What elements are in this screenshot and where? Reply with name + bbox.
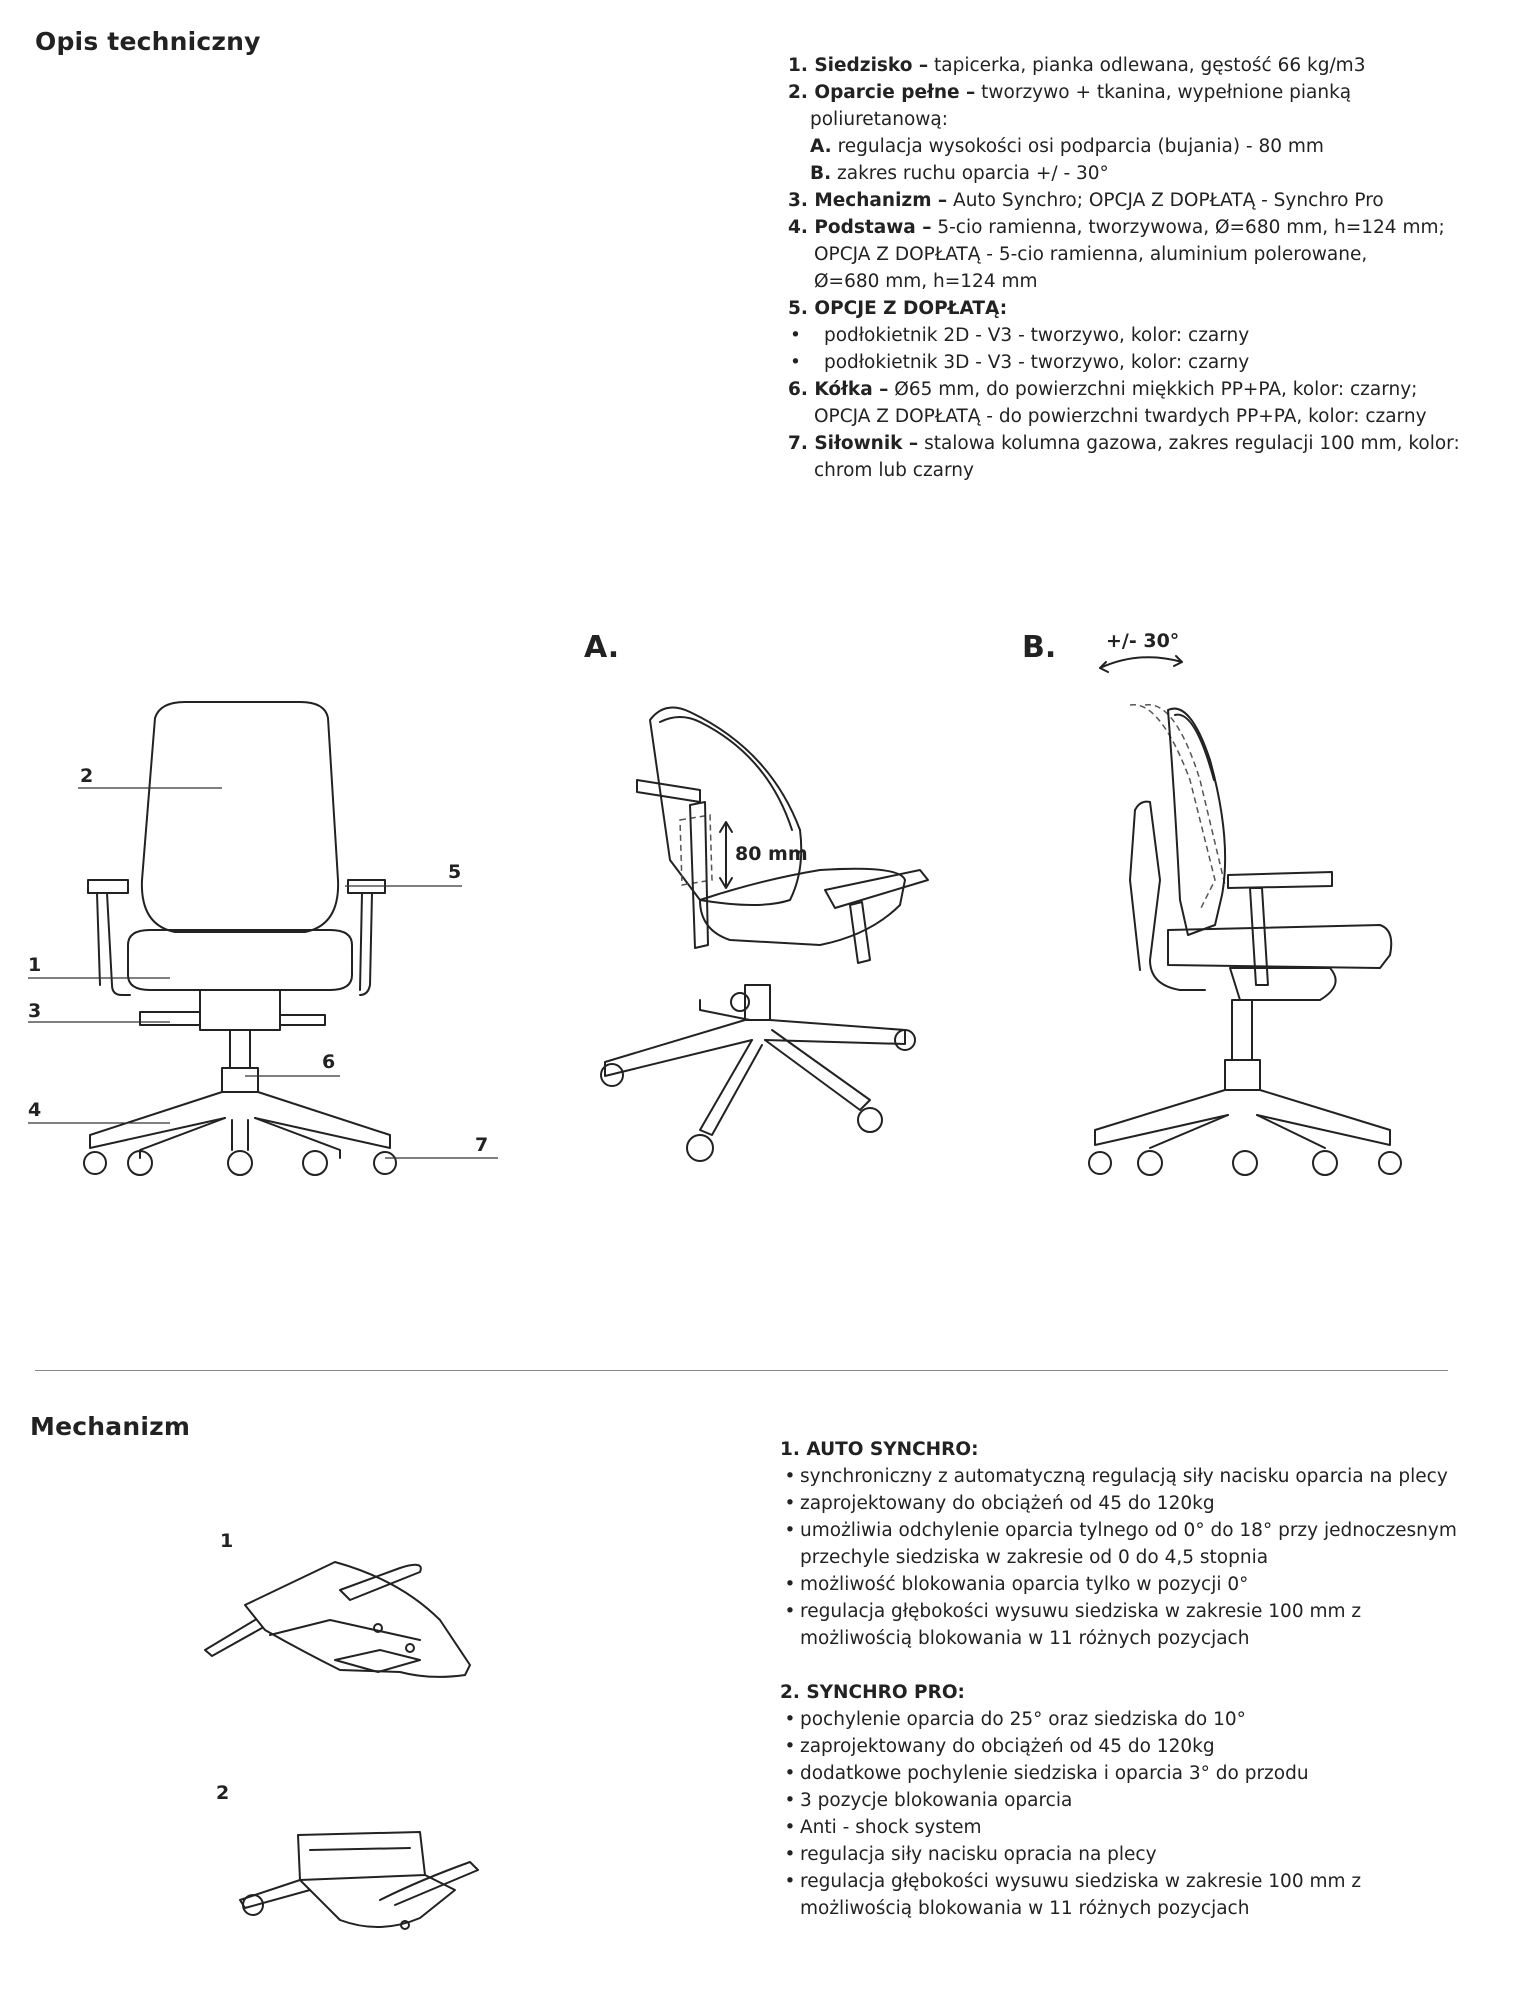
section-divider <box>35 1370 1448 1371</box>
spec-item-continuation: poliuretanową: <box>810 109 948 130</box>
mechanism-spec-list <box>780 1436 1480 1922</box>
spec-subitem: A. regulacja wysokości osi podparcia (bujania) - 80 mm <box>810 136 1324 157</box>
mechanism-bullet-continuation: przechyle siedziska w zakresie od 0 do 4,5 stopnia <box>800 1547 1269 1568</box>
view-label-a: A. <box>584 630 620 665</box>
spec-item-continuation: OPCJA Z DOPŁATĄ - do powierzchni twardych PP+PA, kolor: czarny <box>814 406 1427 427</box>
section-heading-technical: Opis techniczny <box>35 27 261 56</box>
angle-label-b: +/- 30° <box>1106 630 1180 652</box>
dimension-label-80mm: 80 mm <box>735 843 808 865</box>
spec-item-continuation: Ø=680 mm, h=124 mm <box>814 271 1038 292</box>
mechanism-bullet: • synchroniczny z automatyczną regulacją siły nacisku oparcia na plecy <box>784 1466 1448 1487</box>
spec-item: 7. Siłownik – stalowa kolumna gazowa, zakres regulacji 100 mm, kolor: <box>788 433 1460 454</box>
spec-bullet: • podłokietnik 3D - V3 - tworzywo, kolor: czarny <box>790 352 1250 373</box>
diagram-label-5: 5 <box>448 861 462 883</box>
spec-item: 5. OPCJE Z DOPŁATĄ: <box>788 298 1008 319</box>
chair-view-b-drawing <box>1080 650 1420 1170</box>
diagram-label-3: 3 <box>28 1000 42 1022</box>
mechanism-bullet-continuation: możliwością blokowania w 11 różnych pozycjach <box>800 1628 1250 1649</box>
diagram-label-1: 1 <box>28 954 42 976</box>
chair-view-a-drawing <box>580 690 920 1170</box>
spec-bullet: • podłokietnik 2D - V3 - tworzywo, kolor: czarny <box>790 325 1250 346</box>
spec-item: 3. Mechanizm – Auto Synchro; OPCJA Z DOPŁATĄ - Synchro Pro <box>788 190 1384 211</box>
mechanism-bullet: • regulacja siły nacisku opracia na plecy <box>784 1844 1157 1865</box>
mechanism-bullet: • dodatkowe pochylenie siedziska i oparcia 3° do przodu <box>784 1763 1309 1784</box>
mechanism-figure-label-1: 1 <box>220 1530 234 1552</box>
mechanism-synchro-pro-drawing <box>220 1790 520 1950</box>
spec-subitem: B. zakres ruchu oparcia +/ - 30° <box>810 163 1109 184</box>
spec-item: 2. Oparcie pełne – tworzywo + tkanina, wypełnione pianką <box>788 82 1352 103</box>
mechanism-bullet: • regulacja głębokości wysuwu siedziska w zakresie 100 mm z <box>784 1871 1362 1892</box>
diagram-label-6: 6 <box>322 1051 336 1073</box>
mechanism-auto-synchro-drawing <box>190 1540 490 1700</box>
spec-item-continuation: OPCJA Z DOPŁATĄ - 5-cio ramienna, aluminium polerowane, <box>814 244 1368 265</box>
mechanism-bullet-continuation: możliwością blokowania w 11 różnych pozycjach <box>800 1898 1250 1919</box>
technical-spec-list <box>788 52 1460 484</box>
view-label-b: B. <box>1022 630 1057 665</box>
spec-item: 1. Siedzisko – tapicerka, pianka odlewana, gęstość 66 kg/m3 <box>788 55 1366 76</box>
spec-item-continuation: chrom lub czarny <box>814 460 974 481</box>
mechanism-bullet: • umożliwia odchylenie oparcia tylnego od 0° do 18° przy jednoczesnym <box>784 1520 1457 1541</box>
diagram-label-4: 4 <box>28 1099 42 1121</box>
spec-item: 4. Podstawa – 5-cio ramienna, tworzywowa, Ø=680 mm, h=124 mm; <box>788 217 1445 238</box>
section-heading-mechanism: Mechanizm <box>30 1412 191 1441</box>
spec-item: 6. Kółka – Ø65 mm, do powierzchni miękkich PP+PA, kolor: czarny; <box>788 379 1418 400</box>
mechanism-section-title: 1. AUTO SYNCHRO: <box>780 1439 979 1460</box>
mechanism-figure-label-2: 2 <box>216 1782 230 1804</box>
diagram-label-2: 2 <box>80 765 94 787</box>
mechanism-bullet: • zaprojektowany do obciążeń od 45 do 120kg <box>784 1736 1215 1757</box>
chair-front-view-drawing <box>0 690 500 1250</box>
mechanism-bullet: • pochylenie oparcia do 25° oraz siedziska do 10° <box>784 1709 1246 1730</box>
mechanism-bullet: • możliwość blokowania oparcia tylko w pozycji 0° <box>784 1574 1249 1595</box>
mechanism-bullet: • zaprojektowany do obciążeń od 45 do 120kg <box>784 1493 1215 1514</box>
mechanism-bullet: • regulacja głębokości wysuwu siedziska w zakresie 100 mm z <box>784 1601 1362 1622</box>
diagram-label-7: 7 <box>475 1134 489 1156</box>
mechanism-section-title: 2. SYNCHRO PRO: <box>780 1682 965 1703</box>
mechanism-bullet: • Anti - shock system <box>784 1817 982 1838</box>
mechanism-bullet: • 3 pozycje blokowania oparcia <box>784 1790 1073 1811</box>
